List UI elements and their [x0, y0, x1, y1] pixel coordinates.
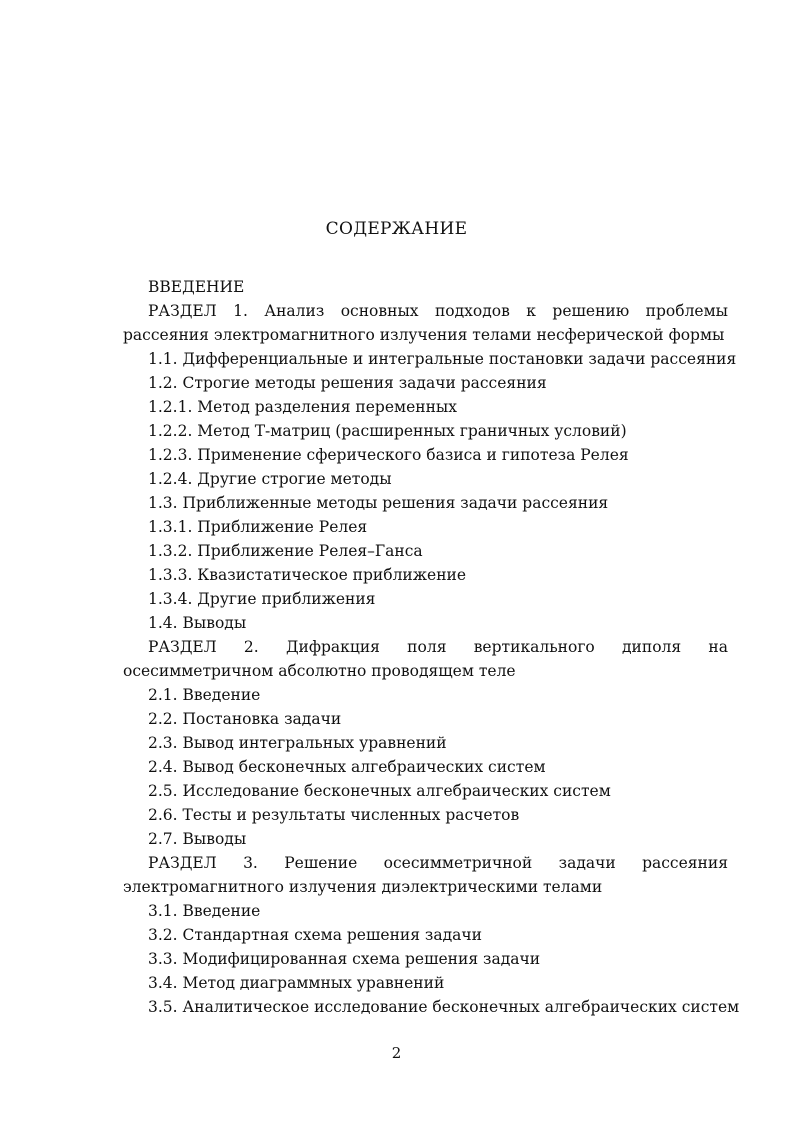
- toc-item: 3.1. Введение: [148, 902, 261, 920]
- toc-item: 3.4. Метод диаграммных уравнений: [148, 974, 445, 992]
- toc-section1-title: РАЗДЕЛ 1. Анализ основных подходов к решению проблемы: [148, 302, 728, 320]
- toc-item: 2.1. Введение: [148, 686, 261, 704]
- toc-item: 3.2. Стандартная схема решения задачи: [148, 926, 482, 944]
- toc-section3-title: РАЗДЕЛ 3. Решение осесимметричной задачи рассеяния: [148, 854, 728, 872]
- page-title: СОДЕРЖАНИЕ: [325, 219, 468, 239]
- page-number: 2: [391, 1044, 402, 1062]
- toc-item: 1.4. Выводы: [148, 614, 247, 632]
- toc-item: 1.2. Строгие методы решения задачи рассеяния: [148, 374, 547, 392]
- toc-item: 1.3. Приближенные методы решения задачи рассеяния: [148, 494, 609, 512]
- toc-item: 2.7. Выводы: [148, 830, 247, 848]
- toc-intro: ВВЕДЕНИЕ: [148, 278, 245, 296]
- toc-item: 1.1. Дифференциальные и интегральные постановки задачи рассеяния: [148, 350, 737, 368]
- toc-section2-title: РАЗДЕЛ 2. Дифракция поля вертикального диполя на: [148, 638, 728, 656]
- toc-item: 2.4. Вывод бесконечных алгебраических систем: [148, 758, 546, 776]
- toc-section2-title-cont: осесимметричном абсолютно проводящем теле: [123, 662, 516, 680]
- toc-item: 3.5. Аналитическое исследование бесконечных алгебраических систем: [148, 998, 740, 1016]
- toc-item: 1.2.1. Метод разделения переменных: [148, 398, 458, 416]
- toc-item: 2.3. Вывод интегральных уравнений: [148, 734, 447, 752]
- toc-section1-title-cont: рассеяния электромагнитного излучения телами несферической формы: [123, 326, 725, 344]
- toc-item: 3.3. Модифицированная схема решения задачи: [148, 950, 541, 968]
- toc-item: 1.2.2. Метод Т-матриц (расширенных граничных условий): [148, 422, 627, 440]
- toc-item: 1.3.2. Приближение Релея–Ганса: [148, 542, 423, 560]
- toc-item: 1.3.3. Квазистатическое приближение: [148, 566, 467, 584]
- toc-item: 1.3.1. Приближение Релея: [148, 518, 368, 536]
- toc-item: 2.5. Исследование бесконечных алгебраических систем: [148, 782, 611, 800]
- toc-item: 1.2.4. Другие строгие методы: [148, 470, 392, 488]
- toc-item: 2.6. Тесты и результаты численных расчетов: [148, 806, 520, 824]
- toc-item: 2.2. Постановка задачи: [148, 710, 342, 728]
- toc-item: 1.3.4. Другие приближения: [148, 590, 376, 608]
- toc-section3-title-cont: электромагнитного излучения диэлектрическими телами: [123, 878, 603, 896]
- toc-item: 1.2.3. Применение сферического базиса и гипотеза Релея: [148, 446, 629, 464]
- table-of-contents: [123, 275, 740, 1019]
